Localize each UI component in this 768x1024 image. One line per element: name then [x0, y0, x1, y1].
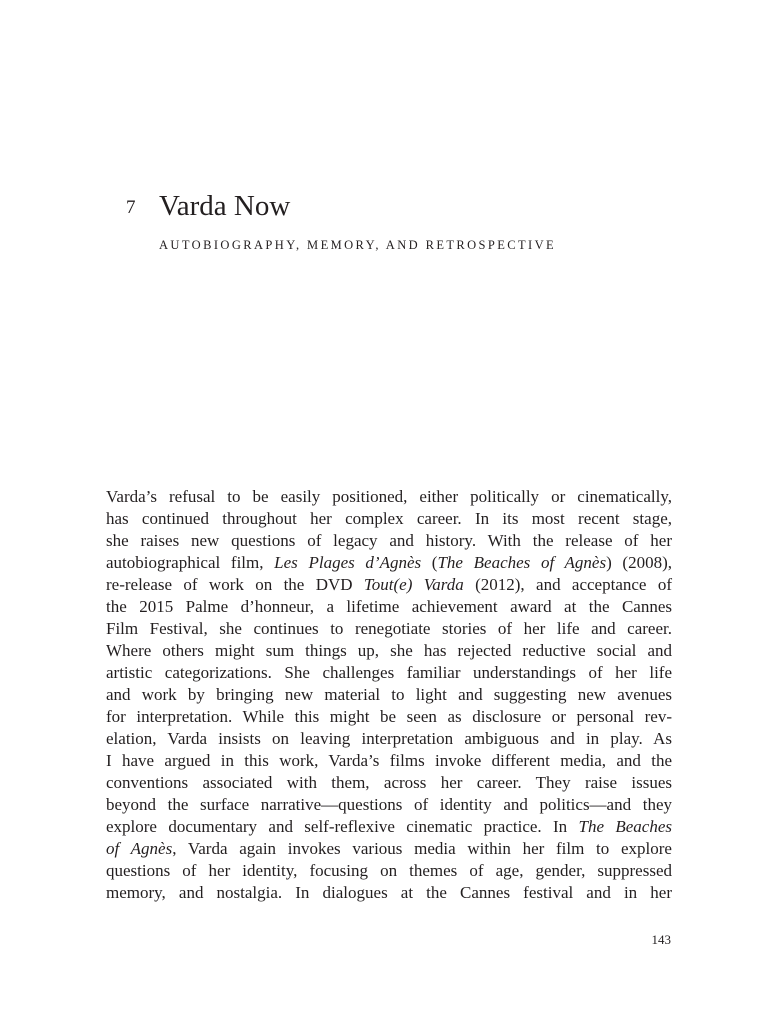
chapter-number: 7: [126, 197, 136, 218]
text-line: [106, 552, 672, 574]
text-line: memory, and nostalgia. In dialogues at the Cannes festival and in her: [106, 883, 672, 902]
text-line: Where others might sum things up, she has rejected reductive social and: [106, 641, 672, 660]
italic-title: Tout(e) Varda: [363, 575, 464, 594]
italic-title: The Beaches: [578, 817, 672, 836]
text-line: for interpretation. While this might be seen as disclosure or personal rev-: [106, 707, 672, 726]
text-run: (2012), and acceptance of: [463, 575, 672, 594]
chapter-title: Varda Now: [159, 190, 291, 222]
text-line: [106, 816, 672, 838]
text-line: conventions associated with them, across her career. They raise issues: [106, 773, 672, 792]
text-line: beyond the surface narrative—questions of identity and politics—and they: [106, 795, 672, 814]
text-line: I have argued in this work, Varda’s films invoke different media, and the: [106, 751, 672, 770]
text-run: , Varda again invokes various media within her film to explore: [172, 839, 672, 858]
text-line: [106, 838, 672, 860]
text-line: has continued throughout her complex career. In its most recent stage,: [106, 509, 672, 528]
text-line: the 2015 Palme d’honneur, a lifetime achievement award at the Cannes: [106, 597, 672, 616]
page-number: 143: [651, 932, 671, 947]
text-run: explore documentary and self-reflexive cinematic practice. In: [106, 817, 579, 836]
body-paragraph: [106, 486, 672, 904]
chapter-subtitle: AUTOBIOGRAPHY, MEMORY, AND RETROSPECTIVE: [159, 238, 557, 252]
italic-title: Les Plages d’Agnès: [274, 553, 422, 572]
italic-title: The Beaches of Agnès: [437, 553, 607, 572]
italic-title: of Agnès: [106, 839, 173, 858]
text-run: autobiographical film,: [106, 553, 275, 572]
text-run: (: [421, 553, 438, 572]
text-line: and work by bringing new material to light and suggesting new avenues: [106, 685, 672, 704]
text-line: she raises new questions of legacy and history. With the release of her: [106, 531, 672, 550]
text-run: re-release of work on the DVD: [106, 575, 364, 594]
text-line: elation, Varda insists on leaving interpretation ambiguous and in play. As: [106, 729, 672, 748]
text-line: [106, 574, 672, 596]
text-line: artistic categorizations. She challenges familiar understandings of her life: [106, 663, 672, 682]
text-run: ) (2008),: [606, 553, 673, 572]
text-line: Film Festival, she continues to renegotiate stories of her life and career.: [106, 619, 672, 638]
text-line: Varda’s refusal to be easily positioned, either politically or cinematically,: [106, 487, 672, 506]
text-line: questions of her identity, focusing on themes of age, gender, suppressed: [106, 861, 672, 880]
